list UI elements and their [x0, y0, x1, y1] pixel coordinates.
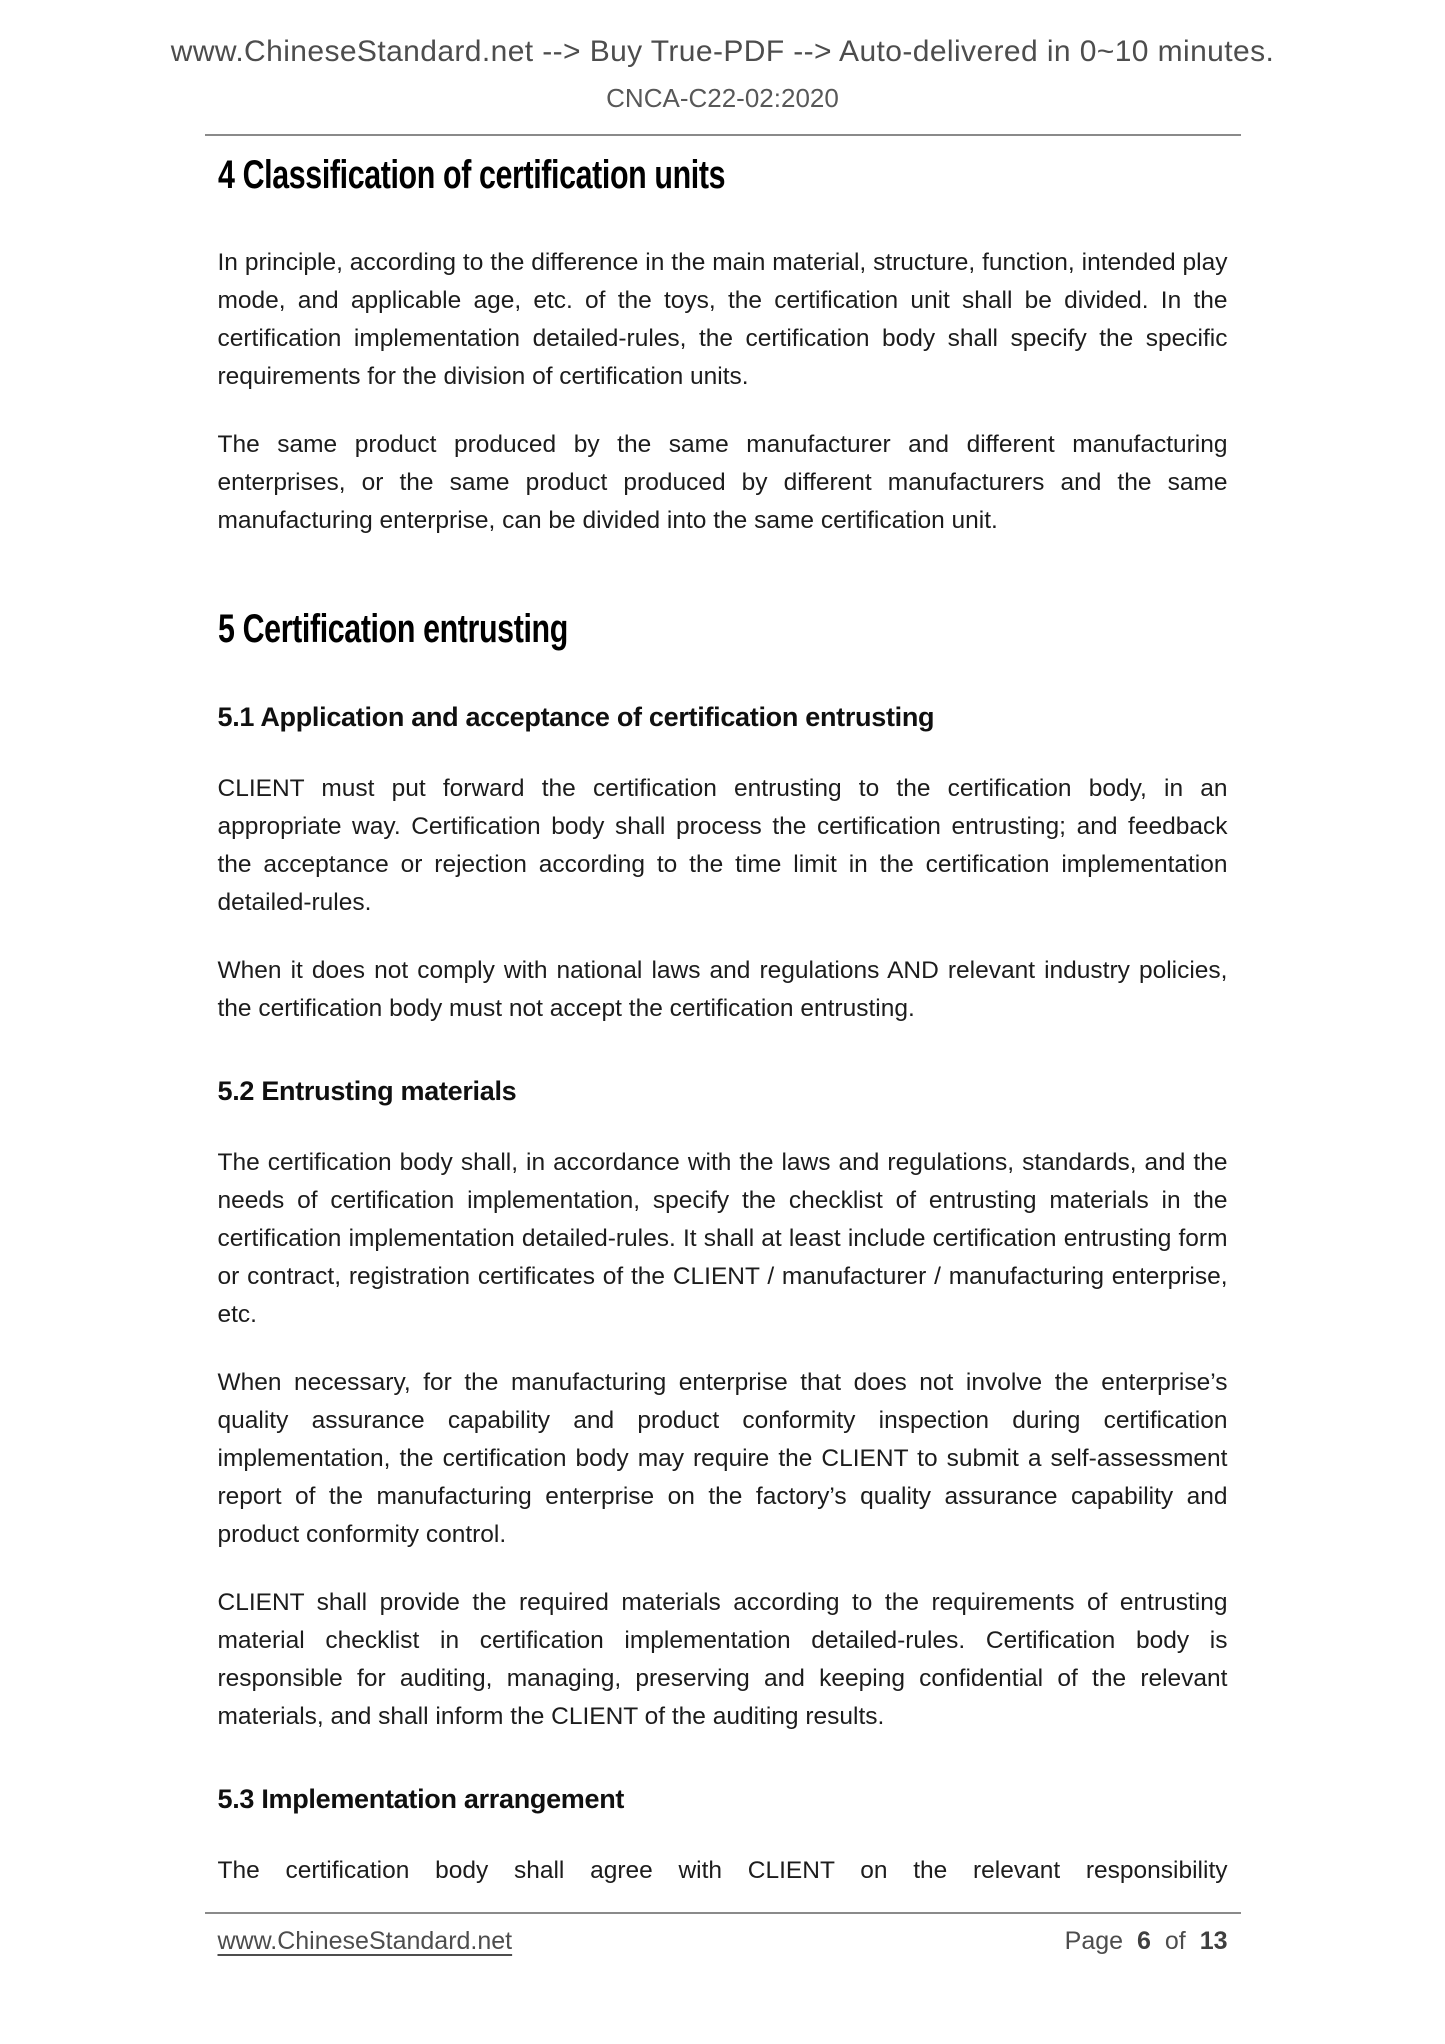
subsection-heading-5-1: 5.1 Application and acceptance of certification entrusting: [217, 702, 935, 732]
page-footer: [0, 1912, 1445, 1956]
section-heading-5: [218, 604, 1228, 654]
footer-divider: [205, 1912, 1241, 1914]
page-header: [0, 0, 1445, 136]
section-heading-4-label: 4 Classification of certification units: [217, 153, 725, 197]
paragraph-5-2-b: When necessary, for the manufacturing enterprise that does not involve the enterprise’s quality assurance capability and product conformity inspection during certification implementation, the certification body may require the CLIENT to submit a self-assessment report of the manufacturing enterprise on the factory’s quality assurance capability and product conformity control.: [217, 1369, 1228, 1548]
header-standard-code: CNCA-C22-02:2020: [606, 83, 839, 113]
document-body: [218, 150, 1228, 1890]
paragraph-5-2-a: The certification body shall, in accordance with the laws and regulations, standards, and the needs of certification implementation, specify the checklist of entrusting materials in the certification implementation detailed-rules. It shall at least include certification entrusting form or contract, registration certificates of the CLIENT / manufacturer / manufacturing enterprise, etc.: [217, 1149, 1228, 1328]
paragraph-5-3-a: The certification body shall agree with CLIENT on the relevant responsibility: [217, 1857, 1228, 1884]
footer-site-link[interactable]: www.ChineseStandard.net: [217, 1927, 513, 1955]
of-word: of: [1164, 1927, 1186, 1955]
paragraph-5-1-b: When it does not comply with national laws and regulations AND relevant industry policies, the certification body must not accept the certification entrusting.: [217, 957, 1228, 1022]
page-indicator: [1065, 1926, 1228, 1956]
subsection-heading-5-3: 5.3 Implementation arrangement: [217, 1784, 625, 1814]
page-word: Page: [1064, 1927, 1124, 1955]
subsection-heading-5-2: 5.2 Entrusting materials: [217, 1076, 517, 1106]
paragraph-5-2-c: CLIENT shall provide the required materials according to the requirements of entrusting material checklist in certification implementation detailed-rules. Certification body is responsible for auditing, managing, preserving and keeping confidential of the relevant materials, and shall inform the CLIENT of the auditing results.: [217, 1589, 1228, 1730]
paragraph-5-1-a: CLIENT must put forward the certification entrusting to the certification body, in an appropriate way. Certification body shall process the certification entrusting; and feedback the acceptance or rejection according to the time limit in the certification implementation detailed-rules.: [217, 775, 1228, 916]
footer-row: [218, 1926, 1228, 1956]
paragraph-classification-1: In principle, according to the difference in the main material, structure, function, intended play mode, and applicable age, etc. of the toys, the certification unit shall be divided. In the certification implementation detailed-rules, the certification body shall specify the specific requirements for the division of certification units.: [217, 249, 1228, 390]
header-promo-text: www.ChineseStandard.net --> Buy True-PDF --> Auto-delivered in 0~10 minutes.: [170, 35, 1275, 68]
section-heading-4: [218, 150, 1228, 200]
current-page-number: 6: [1137, 1927, 1151, 1955]
section-heading-5-label: 5 Certification entrusting: [217, 607, 568, 651]
total-page-count: 13: [1199, 1927, 1228, 1955]
header-divider: [205, 134, 1241, 136]
paragraph-classification-2: The same product produced by the same manufacturer and different manufacturing enterprises, or the same product produced by different manufacturers and the same manufacturing enterprise, can be divided into the same certification unit.: [217, 431, 1228, 534]
